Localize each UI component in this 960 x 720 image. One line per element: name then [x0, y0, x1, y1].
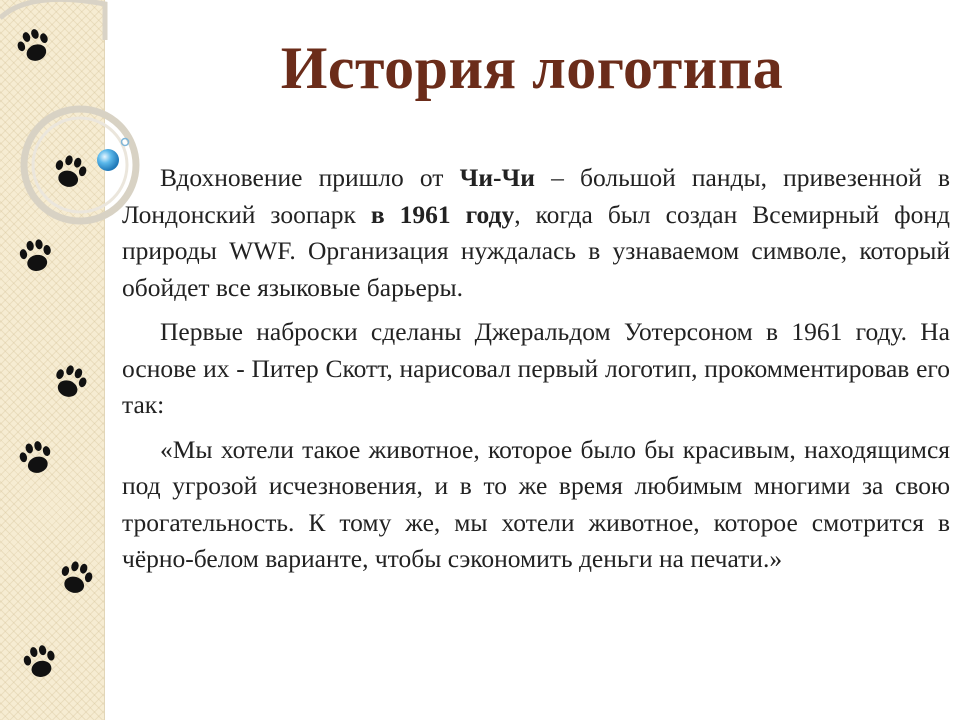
paw-print-icon	[13, 233, 59, 279]
blue-bead-icon	[97, 149, 119, 171]
paragraph-text: Первые наброски сделаны Джеральдом Уотерсоном в 1961 году. На основе их - Питер Скотт, нарисовал первый логотип, прокомментировав его так:	[122, 317, 950, 419]
quote-text: «Мы хотели такое животное, которое было бы красивым, находящимся под угрозой исчезновения, и в то же время любимым многими за свою трогательность. К тому же, мы хотели животное, которое смотрится в чёрно-белом варианте, чтобы сэкономить деньги на печати.»	[122, 434, 950, 573]
page-title: История логотипа	[280, 35, 784, 101]
paragraph	[122, 314, 950, 424]
paragraph	[122, 160, 950, 306]
paragraph-text: Вдохновение пришло от	[160, 163, 460, 192]
paragraph-text: – большой панды, привезенной в Лондонский зоопарк	[122, 163, 950, 229]
paragraph	[122, 432, 950, 578]
bold-text: Чи-Чи	[459, 163, 535, 192]
bold-text: в 1961 году	[370, 199, 515, 229]
slide-body	[122, 160, 950, 586]
paragraph-text: , когда был создан Всемирный фонд природы WWF. Организация нуждалась в узнаваемом символе, который обойдет все языковые барьеры.	[122, 199, 950, 302]
paw-print-icon	[16, 638, 63, 685]
